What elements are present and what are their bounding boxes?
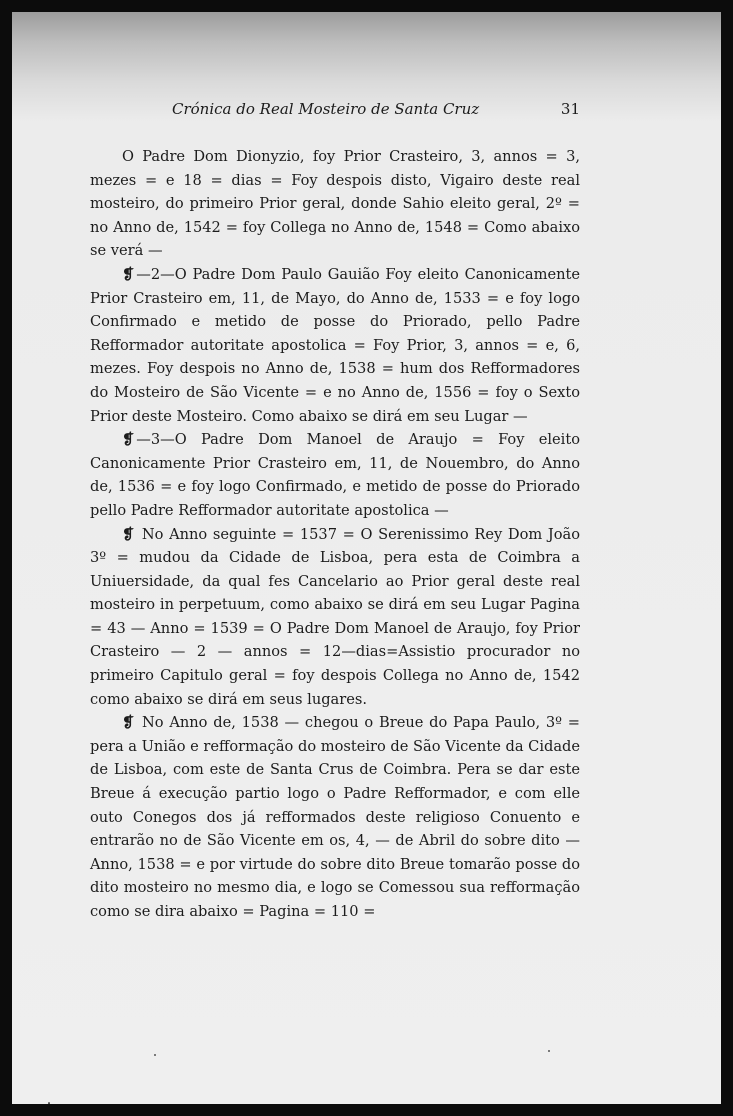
paragraph-text: No Anno seguinte = 1537 = O Serenissimo Rey Dom João 3º = mudou da Cidade de Lisboa, pera esta de Coimbra a Uniuersidade, da qual fes Cancelario ao Prior geral deste real mosteiro in perpetuum, como abaixo se dirá em seu Lugar Pagina = 43 — Anno = 1539 = O Padre Dom Manoel de Araujo, foy Prior Crasteiro — 2 — annos = 12—dias=Assistio procurador no primeiro Capitulo geral = foy despois Collega no Anno de, 1542 como abaixo se dirá em seus lugares.: [90, 525, 580, 708]
paragraph-mark-icon: ❡: [122, 714, 135, 732]
paragraph-text: O Padre Dom Dionyzio, foy Prior Crasteiro, 3, annos = 3, mezes = e 18 = dias = Foy despois disto, Vigairo deste real mosteiro, do primeiro Prior geral, donde Sahio eleito geral, 2º = no Anno de, 1542 = foy Collega no Anno de, 1548 = Como abaixo se verá —: [90, 148, 580, 260]
paragraph-mark-icon: ❡: [122, 265, 135, 283]
scan-speck: [48, 1102, 50, 1104]
paragraph-text: —3—O Padre Dom Manoel de Araujo = Foy eleito Canonicamente Prior Crasteiro em, 11, de Nouembro, do Anno de, 1536 = e foy logo Confirmado, e metido de posse do Priorado pello Padre Refformador autoritate apostolica —: [90, 431, 580, 519]
scan-speck: [548, 1050, 550, 1052]
page-number: 31: [560, 100, 580, 118]
paragraph-5: [90, 711, 580, 923]
body-text: [90, 145, 580, 924]
paragraph-mark-icon: ❡: [122, 525, 135, 543]
running-title: Crónica do Real Mosteiro de Santa Cruz: [172, 100, 480, 118]
scanned-page: [12, 12, 721, 1104]
paragraph-mark-icon: ❡: [122, 431, 135, 449]
page-content: [90, 12, 580, 1104]
paragraph-text: No Anno de, 1538 — chegou o Breue do Papa Paulo, 3º = pera a União e refformação do mosteiro de São Vicente da Cidade de Lisboa, com este de Santa Crus de Coimbra. Pera se dar este Breue á execução partio logo o Padre Refformador, e com elle outo Conegos dos já refformados deste religioso Conuento e entrarão no de São Vicente em os, 4, — de Abril do sobre dito — Anno, 1538 = e por virtude do sobre dito Breue tomarão posse do dito mosteiro no mesmo dia, e logo se Comessou sua refformação como se dira abaixo = Pagina = 110 =: [90, 714, 581, 920]
scan-speck: [154, 1054, 156, 1056]
paragraph-1: [90, 145, 580, 263]
paragraph-4: [90, 523, 580, 712]
paragraph-3: [90, 428, 580, 522]
paragraph-2: [90, 263, 580, 428]
paragraph-text: —2—O Padre Dom Paulo Gauião Foy eleito Canonicamente Prior Crasteiro em, 11, de Mayo, do Anno de, 1533 = e foy logo Confirmado e metido de posse do Priorado, pello Padre Refformador autoritate apostolica = Foy Prior, 3, annos = e, 6, mezes. Foy despois no Anno de, 1538 = hum dos Refformadores do Mosteiro de São Vicente = e no Anno de, 1556 = foy o Sexto Prior deste Mosteiro. Como abaixo se dirá em seu Lugar —: [90, 265, 580, 425]
